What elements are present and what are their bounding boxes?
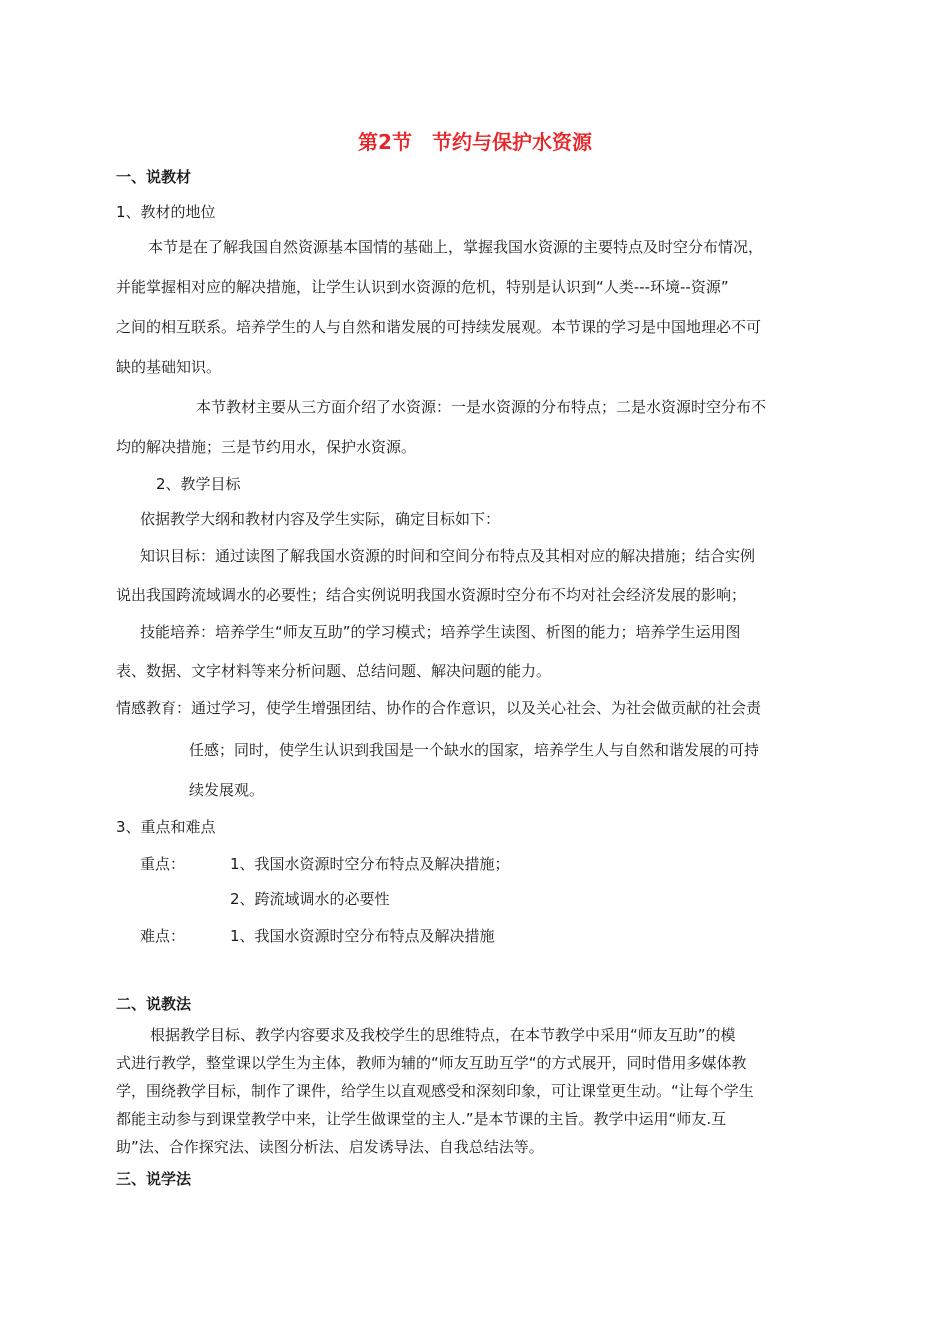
skill-goal-line: 表、数据、文字材料等来分析问题、总结问题、解决问题的能力。 [116, 662, 552, 680]
knowledge-goal-line: 说出我国跨流域调水的必要性；结合实例说明我国水资源时空分布不均对社会经济发展的影响； [116, 586, 747, 604]
subheading-material-status: 1、教材的地位 [116, 203, 216, 221]
goal-intro: 依据教学大纲和教材内容及学生实际，确定目标如下： [140, 510, 501, 528]
paragraph-line: 根据教学目标、教学内容要求及我校学生的思维特点，在本节教学中采用“师友互助”的模 [150, 1026, 736, 1044]
paragraph-line: 缺的基础知识。 [116, 358, 222, 376]
page-title: 第2节 节约与保护水资源 [358, 130, 592, 154]
paragraph-line: 均的解决措施；三是节约用水，保护水资源。 [116, 438, 417, 456]
skill-goal-line: 技能培养：培养学生“师友互助”的学习模式；培养学生读图、析图的能力；培养学生运用图 [140, 623, 741, 641]
paragraph-line: 本节是在了解我国自然资源基本国情的基础上，掌握我国水资源的主要特点及时空分布情况， [148, 238, 764, 256]
paragraph-line: 本节教材主要从三方面介绍了水资源：一是水资源的分布特点；二是水资源时空分布不 [196, 398, 767, 416]
subheading-key-points: 3、重点和难点 [116, 818, 216, 836]
key-point-item: 1、我国水资源时空分布特点及解决措施； [230, 855, 510, 873]
section-heading-teaching-method: 二、说教法 [116, 995, 192, 1013]
paragraph-line: 学，围绕教学目标，制作了课件，给学生以直观感受和深刻印象，可让课堂更生动。“让每个学生 [116, 1082, 754, 1100]
emotion-goal-line: 情感教育：通过学习，使学生增强团结、协作的合作意识，以及关心社会、为社会做贡献的社会责 [116, 699, 762, 717]
section-heading-teaching-material: 一、说教材 [116, 168, 192, 186]
paragraph-line: 助”法、合作探究法、读图分析法、启发诱导法、自我总结法等。 [116, 1138, 544, 1156]
emotion-goal-line: 任感；同时，使学生认识到我国是一个缺水的国家，培养学生人与自然和谐发展的可持 [189, 741, 760, 759]
difficulty-item: 1、我国水资源时空分布特点及解决措施 [230, 927, 495, 945]
key-label: 重点： [140, 855, 186, 873]
paragraph-line: 并能掌握相对应的解决措施，让学生认识到水资源的危机，特别是认识到“人类---环境--资源” [116, 278, 729, 296]
subheading-teaching-goals: 2、教学目标 [156, 475, 241, 493]
difficulty-label: 难点： [140, 927, 186, 945]
paragraph-line: 式进行教学，整堂课以学生为主体，教师为辅的“师友互助互学“的方式展开，同时借用多媒体教 [116, 1054, 747, 1072]
key-point-item: 2、跨流域调水的必要性 [230, 890, 390, 908]
paragraph-line: 都能主动参与到课堂教学中来，让学生做课堂的主人.”是本节课的主旨。教学中运用“师友.互 [116, 1110, 727, 1128]
knowledge-goal-line: 知识目标：通过读图了解我国水资源的时间和空间分布特点及其相对应的解决措施；结合实例 [140, 547, 756, 565]
emotion-goal-line: 续发展观。 [189, 781, 265, 799]
section-heading-learning-method: 三、说学法 [116, 1170, 192, 1188]
paragraph-line: 之间的相互联系。培养学生的人与自然和谐发展的可持续发展观。本节课的学习是中国地理必不可 [116, 318, 762, 336]
